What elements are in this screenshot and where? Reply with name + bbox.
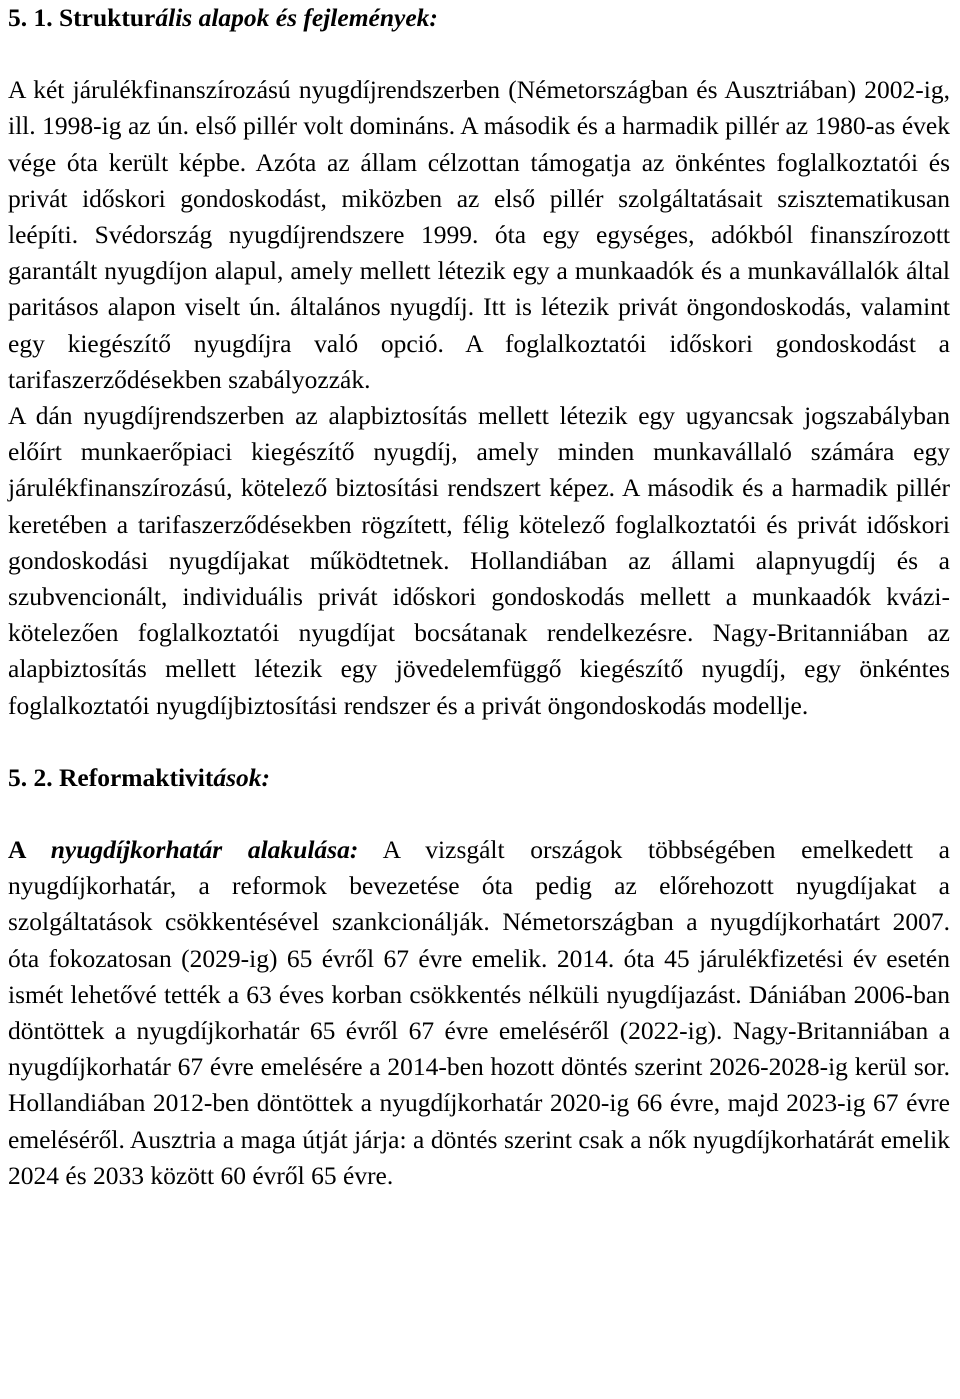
section-heading-5-2 bbox=[8, 760, 950, 796]
lead-italic: nyugdíjkorhatár alakulása: bbox=[50, 835, 359, 865]
paragraph-retirement-age-text: A vizsgált országok többségében emelkedett a nyugdíjkorhatár, a reformok bevezetése óta pedig az előrehozott nyugdíjakat a szolgáltatások csökkentésével szankcionálják. Németországban a nyugdíjkorhatárt 2007. óta fokozatosan (2029-ig) 65 évről 67 évre emelik. 2014. óta 45 járulékfizetési év esetén ismét lehetővé tették a 63 éves korban csökkentés nélküli nyugdíjazást. Dániában 2006-ban döntöttek a nyugdíjkorhatár 65 évről 67 évre emeléséről (2022-ig). Nagy-Britanniában a nyugdíjkorhatár 67 évre emelésére a 2014-ben hozott döntés szerint 2026-2028-ig kerül sor. Hollandiában 2012-ben döntöttek a nyugdíjkorhatár 2020-ig 66 évre, majd 2023-ig 67 évre emeléséről. Ausztria a maga útját járja: a döntés szerint csak a nők nyugdíjkorhatárát emelik 2024 és 2033 között 60 évről 65 évre. bbox=[8, 835, 950, 1190]
section-heading-5-2-italic: ások: bbox=[213, 762, 271, 792]
lead-label bbox=[8, 835, 358, 864]
paragraph-retirement-age bbox=[8, 832, 950, 1194]
section-heading-5-2-main: 5. 2. Reformaktivit bbox=[8, 762, 214, 792]
section-heading-5-1-main: 5. 1. Struktur bbox=[8, 3, 156, 32]
spacer bbox=[8, 36, 950, 72]
paragraph-structural-1: A két járulékfinanszírozású nyugdíjrendszerben (Németországban és Ausztriában) 2002-ig, ill. 1998-ig az ún. első pillér volt domináns. A második és a harmadik pillér az 1980-as évek vége óta került képbe. Azóta az állam célzottan támogatja az önkéntes foglalkoztatói és privát időskori gondoskodást, miközben az első pillér szolgáltatásait szisztematikusan leépíti. Svédország nyugdíjrendszere 1999. óta egy egységes, adókból finanszírozott garantált nyugdíjon alapul, amely mellett létezik egy a munkaadók és a munkavállalók által paritásos alapon viselt ún. általános nyugdíj. Itt is létezik privát öngondoskodás, valamint egy kiegészítő nyugdíjra való opció. A foglalkoztatói időskori gondoskodást a tarifaszerződésekben szabályozzák. bbox=[8, 75, 950, 394]
spacer bbox=[8, 796, 950, 832]
section-heading-5-1 bbox=[8, 0, 950, 36]
section-heading-5-1-italic: ális alapok és fejlemények: bbox=[155, 3, 438, 32]
paragraph-structural-2: A dán nyugdíjrendszerben az alapbiztosítás mellett létezik egy ugyancsak jogszabályban előírt munkaerőpiaci kiegészítő nyugdíj, amely minden munkavállaló számára egy járulékfinanszírozású, kötelező biztosítási rendszert képez. A második és a harmadik pillér keretében a tarifaszerződésekben rögzített, félig kötelező foglalkoztatói és privát időskori gondoskodási nyugdíjakat működtetnek. Hollandiában az állami alapnyugdíj és a szubvencionált, individuális privát időskori gondoskodás mellett a munkaadók kvázi-kötelezően foglalkoztatói nyugdíjat bocsátanak rendelkezésre. Nagy-Britanniában az alapbiztosítás mellett létezik egy jövedelemfüggő kiegészítő nyugdíj, egy önkéntes foglalkoztatói nyugdíjbiztosítási rendszer és a privát öngondoskodás modellje. bbox=[8, 401, 950, 720]
spacer bbox=[8, 724, 950, 760]
lead-bold: A bbox=[8, 835, 51, 865]
